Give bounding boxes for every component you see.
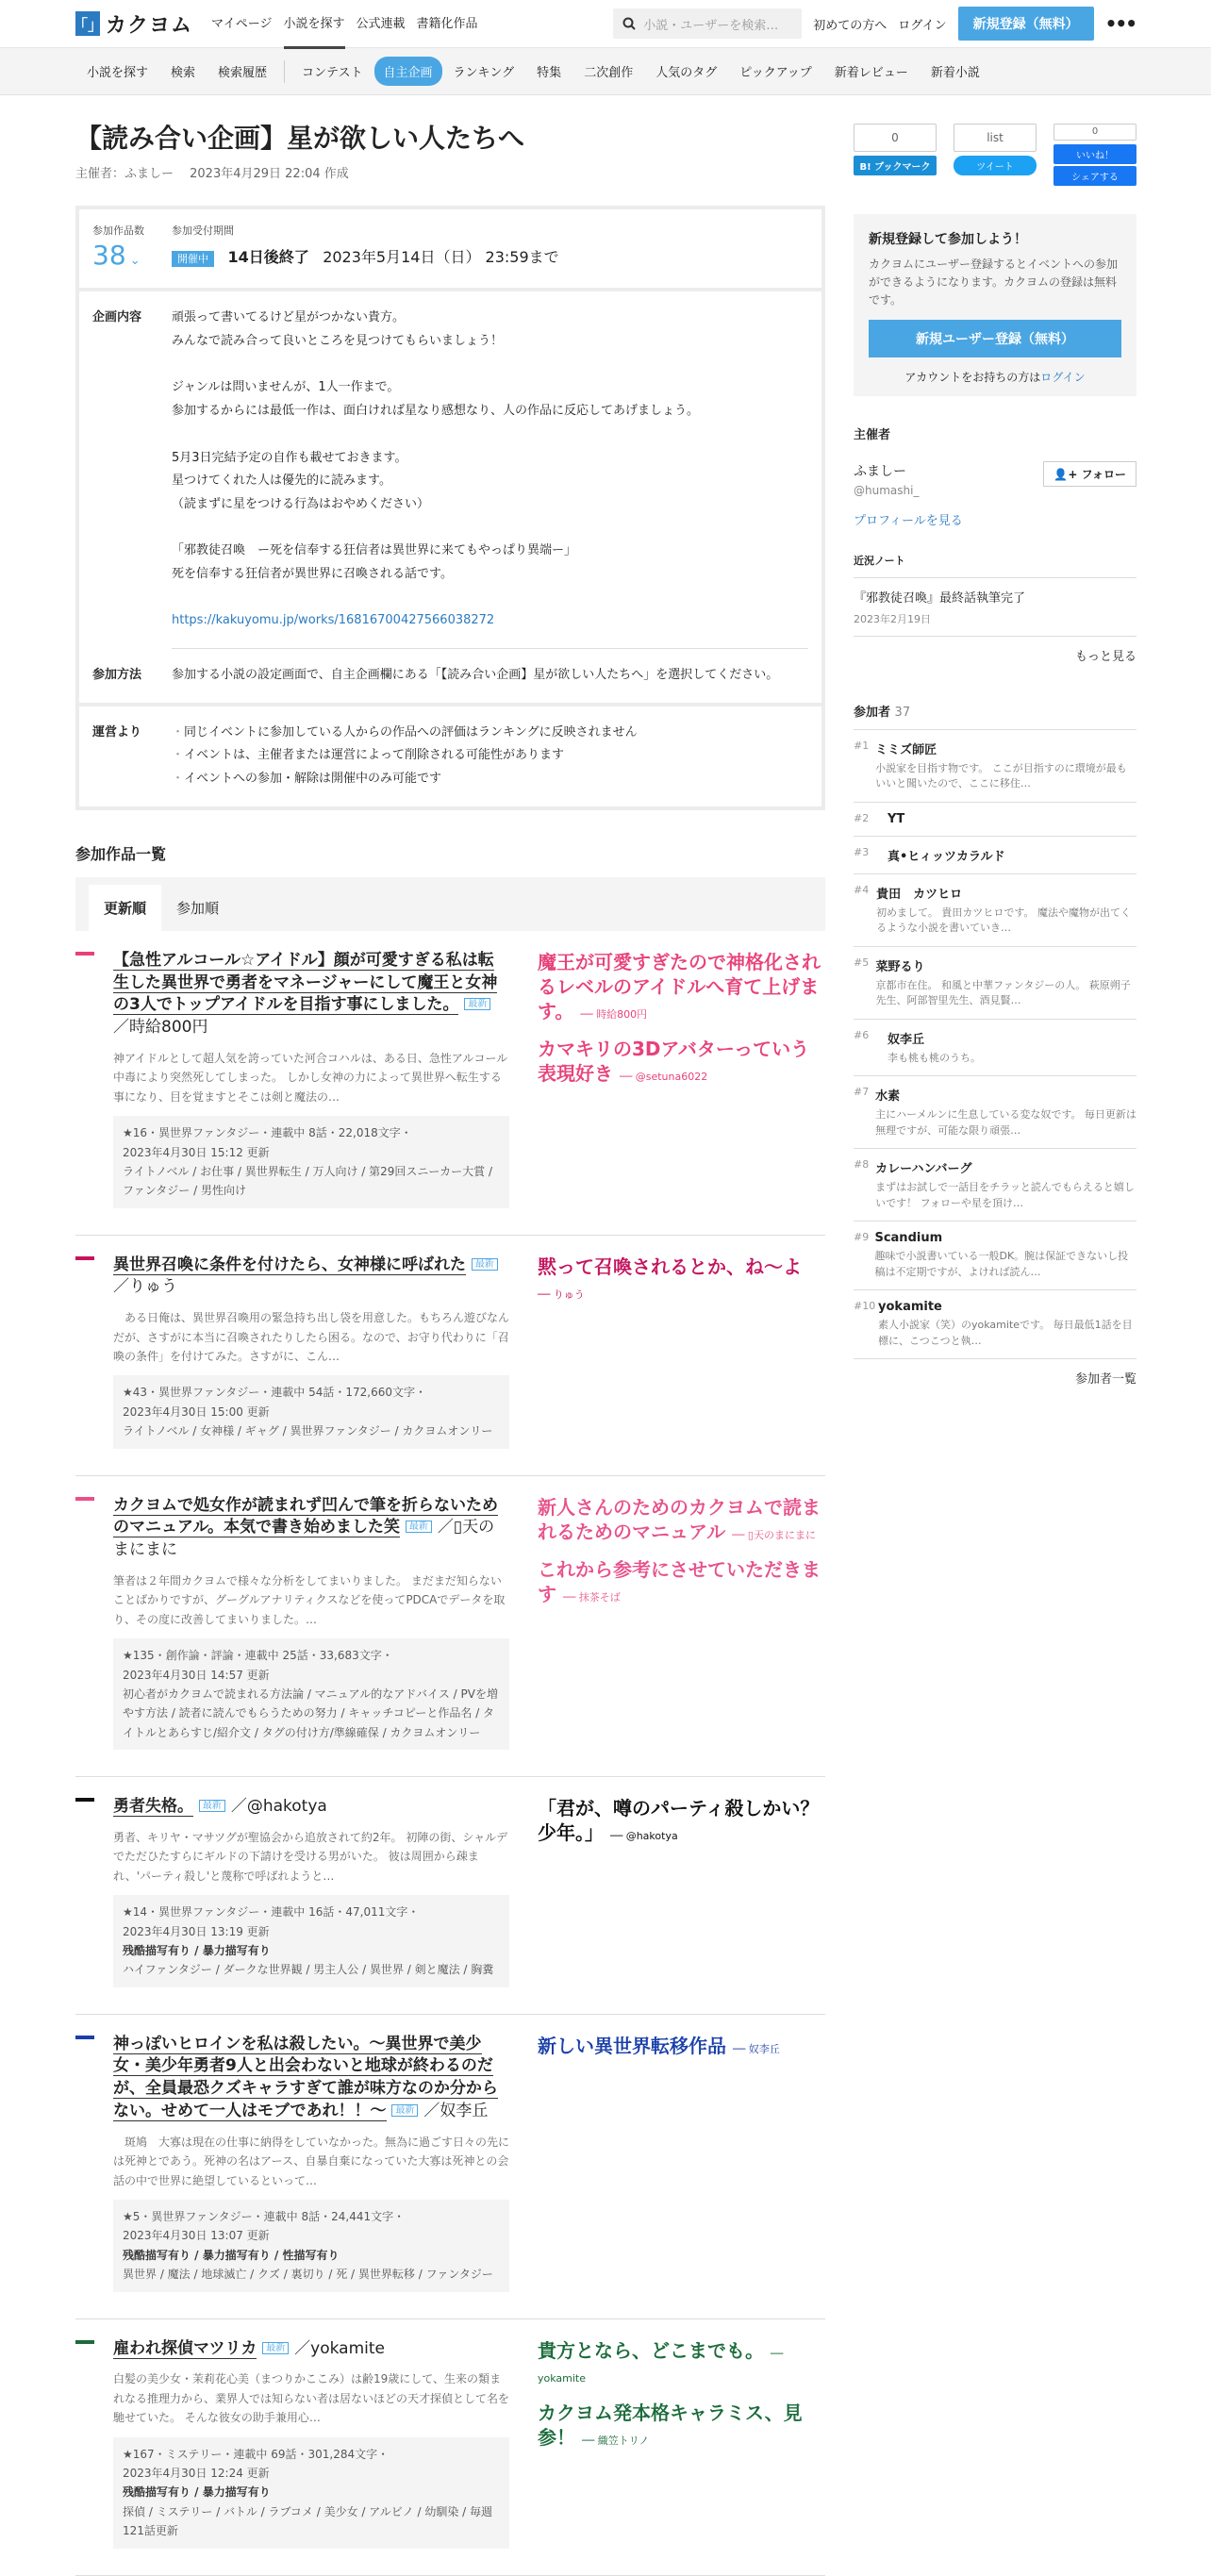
register-user-button[interactable]: 新規ユーザー登録（無料） (869, 320, 1121, 357)
participant-desc: 京都市在住。 和風と中華ファンタジーの人。 萩原朔子先生、阿部智里先生、酒見賢… (875, 978, 1131, 1007)
work-item (75, 931, 825, 1236)
logo-mark: 「」 (75, 11, 100, 36)
work-tags[interactable]: ハイファンタジー / ダークな世界観 / 男主人公 / 異世界 / 剣と魔法 / 胸糞 (123, 1963, 494, 1977)
works-list-title: 参加作品一覧 (75, 844, 167, 863)
participant-rank: #4 (854, 883, 870, 896)
participant-row[interactable] (854, 947, 1136, 1020)
more-link[interactable]: もっと見る (1074, 649, 1136, 664)
participant-row[interactable] (854, 837, 1136, 874)
work-title-link[interactable]: 【急性アルコール☆アイドル】顔が可愛すぎる私は転生した異世界で勇者をマネージャーにして魔王と女神の3人でトップアイドルを目指す事にしました。 (113, 950, 498, 1015)
review-catchcopy[interactable]: 魔王が可愛すぎたので神格化されるレベルのアイドルへ育て上げます。 ── 時給800円 (538, 950, 821, 1022)
participant-name[interactable]: 菜野るり (875, 959, 925, 974)
work-title-link[interactable]: 神っぽいヒロインを私は殺したい。～異世界で美少女・美少年勇者9人と出会わないと地球が終わるのだが、全員最恐クズキャラすぎて誰が味方なのか分からない。せめて一人はモブであれ！！～ (113, 2034, 498, 2121)
review-catchcopy[interactable]: カマキリの3Dアバターっていう表現好き ── @setuna6022 (538, 1037, 810, 1085)
work-intro: 筆者は２年間カクヨムで様々な分析をしてまいりました。 まだまだ知らないことばかりですが、グーグルアナリティクスなどを使ってPDCAでデータを取り、その度に改善してまいりました。… (113, 1574, 506, 1626)
participant-rank: #10 (854, 1300, 876, 1313)
participant-row[interactable] (854, 1290, 1136, 1359)
deadline-date: 2023年5月14日（日） 23:59まで (323, 248, 559, 267)
divider (172, 648, 808, 649)
share-buttons (854, 124, 1136, 186)
work-tags[interactable]: 探偵 / ミステリー / バトル / ラブコメ / 美少女 / アルビノ / 幼馴染 / 毎週121話更新 (123, 2504, 493, 2538)
subnav-ranking[interactable]: ランキング (453, 66, 515, 80)
work-meta: ★167・ミステリー・連載中 69話・301,284文字・ 2023年4月30日 12:24 更新 残酷描写有り / 暴力描写有り 探偵 / ミステリー / バトル / ラブコメ / 美少女 / アルビノ / 幼馴染 / 毎週121話更新 (113, 2437, 509, 2549)
register-box-title: 新規登録して参加しよう！ (869, 232, 1027, 247)
organizer-name[interactable]: ふましー (854, 463, 906, 479)
subnav-divider (284, 60, 285, 83)
participant-desc: まずはお試しで一話目をチラッと読んでもらえると嬉しいです！ フォローや星を頂け… (875, 1181, 1135, 1209)
rule-item: ・ イベントは、主催者または運営によって削除される可能性があります (172, 744, 638, 768)
rule-item: ・ 同じイベントに参加している人からの作品への評価はランキングに反映されません (172, 722, 638, 745)
sidebar (854, 95, 1136, 1387)
work-title-line (113, 1255, 509, 1300)
top-header (0, 0, 1211, 48)
participant-row[interactable] (854, 1222, 1136, 1290)
main-column (75, 95, 825, 2576)
participant-row[interactable] (854, 730, 1136, 803)
participant-name[interactable]: 真•ヒィッツカラルド (888, 849, 1005, 864)
note-title: 『邪教徒召喚』最終話執筆完了 (854, 590, 1026, 606)
participant-desc: 李も桃も桃のうち。 (888, 1051, 981, 1064)
facebook-like[interactable]: 0 いいね！ シェアする (1053, 124, 1136, 186)
work-author[interactable]: ／時給800円 (113, 1018, 208, 1038)
work-item (75, 2319, 825, 2576)
genre-color-bar (75, 2340, 94, 2344)
work-title-line (113, 950, 509, 1039)
note-item[interactable] (854, 577, 1136, 637)
participant-desc: 主にハーメルンに生息している変な奴です。 毎日更新は無理ですが、可能な限り頑張… (875, 1108, 1136, 1137)
howto-text: 参加する小説の設定画面で、自主企画欄にある「【読み合い企画】星が欲しい人たちへ」を選択してください。 (172, 668, 779, 683)
header-nav (211, 0, 478, 49)
work-meta: ★16・異世界ファンタジー・連載中 8話・22,018文字・ 2023年4月30日 15:12 更新 ライトノベル / お仕事 / 異世界転生 / 万人向け / 第29回スニーカー大賞 / ファンタジー / 男性向け (113, 1116, 509, 1208)
event-description: 頑張って書いてるけど星がつかない貴方。 みんなで読み合って良いところを見つけてもらいましょう！ ジャンルは問いませんが、1人一作まで。 参加するからには最低一作は、面白ければ星なり感想なり、人の作品に反応してあげましょう。 5月3日完結予定の自作も載せておきます。 星つけてくれた人は優先的に読みます。 （読まずに星をつける行為はおやめください） 「邪教徒召喚 ー死を信奉する狂信者は異世界に来てもやっぱり異端ー」 死を信奉する狂信者が異世界に召喚される話です。 https://kakuyomu.jp/works/16816700427566038272 (172, 307, 699, 633)
remaining-days: 14日後終了 (227, 248, 309, 267)
search-icon (622, 17, 636, 30)
participant-rank: #3 (854, 845, 870, 858)
subnav-search[interactable]: 検索 (171, 66, 196, 80)
review-catchcopy[interactable]: カクヨム発本格キャラミス、見参！ ── 織笠トリノ (538, 2401, 803, 2449)
work-tags[interactable]: 初心者がカクヨムで読まれる方法論 / マニュアル的なアドバイス / PVを増やす方法 / 読者に読んでもらうための努力 / キャッチコピーと作品名 / タイトルとあらすじ/紹介文 / タグの付け方/準線確保 / カクヨムオンリー (123, 1687, 498, 1739)
register-button[interactable]: 新規登録（無料） (958, 7, 1094, 41)
facebook-share[interactable]: シェアする (1053, 166, 1136, 186)
all-participants-link[interactable]: 参加者一覧 (1074, 1372, 1136, 1388)
work-title-line (113, 1796, 509, 1819)
new-badge: 最新 (406, 1521, 432, 1533)
tab-joined[interactable]: 参加順 (176, 899, 220, 917)
subnav-fanfic[interactable]: 二次創作 (584, 66, 634, 80)
work-intro: 斑鳩 大寡は現在の仕事に納得をしていなかった。無為に過ごす日々の先には死神とであう。死神の名はアース、自暴自棄になっていた大寡は死神との会話の中で世界に絶望しているといって… (113, 2135, 510, 2187)
genre-color-bar (75, 1798, 94, 1802)
login-prompt: アカウントをお持ちの方はログイン (904, 370, 1086, 384)
subnav-new-reviews[interactable]: 新着レビュー (834, 66, 908, 80)
organizer-heading: 主催者 (854, 427, 891, 442)
work-author[interactable]: ／奴李丘 (423, 2102, 489, 2121)
howto-label: 参加方法 (92, 668, 142, 683)
tweet-button[interactable]: list ツイート (954, 124, 1037, 186)
logo-text: カクヨム (106, 13, 193, 38)
more-menu-icon[interactable]: ••• (1104, 12, 1136, 35)
work-item (75, 1777, 825, 2015)
new-badge: 最新 (464, 998, 490, 1010)
participant-rank: #8 (854, 1158, 870, 1172)
new-badge: 最新 (472, 1258, 498, 1271)
new-badge: 最新 (391, 2104, 418, 2117)
search-placeholder: 小説・ユーザーを検索… (643, 18, 779, 33)
subnav-contest[interactable]: コンテスト (302, 66, 363, 80)
work-intro: 勇者、キリヤ・マサツグが聖協会から追放されて約2年。 初陣の街、シャルデでただひたすらにギルドの下請けを受ける男がいた。 彼は周囲から疎まれ、'パーティ殺し'と蔑称で呼ばれようと… (113, 1830, 508, 1883)
subnav-search-novels[interactable]: 小説を探す (87, 66, 149, 80)
work-title-link[interactable]: 異世界召喚に条件を付けたら、女神様に呼ばれた (113, 1255, 466, 1274)
participant-row[interactable] (854, 1020, 1136, 1077)
work-meta: ★5・異世界ファンタジー・連載中 8話・24,441文字・ 2023年4月30日 13:07 更新 残酷描写有り / 暴力描写有り / 性描写有り 異世界 / 魔法 / 地球滅亡 / クズ / 裏切り / 死 / 異世界転移 / ファンタジー (113, 2200, 509, 2292)
subnav-feature[interactable]: 特集 (537, 66, 562, 80)
entries-label: 参加作品数 (92, 224, 144, 238)
work-meta: ★14・異世界ファンタジー・連載中 16話・47,011文字・ 2023年4月30日 13:19 更新 残酷描写有り / 暴力描写有り ハイファンタジー / ダークな世界観 / 男主人公 / 異世界 / 剣と魔法 / 胸糞 (113, 1895, 509, 1987)
beginner-link[interactable]: 初めての方へ (813, 18, 888, 33)
work-title-line (113, 2338, 509, 2361)
work-intro: ある日俺は、異世界召喚用の緊急持ち出し袋を用意した。もちろん遊びなんだが、さすがに本当に召喚されたりしたら困る。なので、お守り代わりに「召喚の条件」を付けてみた。さすがに、こん… (113, 1311, 510, 1364)
work-title-line (113, 1495, 509, 1562)
participant-rank: #1 (854, 739, 870, 752)
work-url-link[interactable]: https://kakuyomu.jp/works/16816700427566038272 (172, 613, 495, 628)
review-catchcopy[interactable]: 新しい異世界転移作品 ── 奴李丘 (538, 2034, 780, 2057)
review-catchcopy[interactable]: 黙って召喚されるとか、ね～よ ── りゅう (538, 1255, 802, 1301)
genre-color-bar (75, 1256, 94, 1260)
profile-link[interactable]: プロフィールを見る (854, 513, 963, 528)
participant-desc: 小説家を目指す物です。 ここが目指すのに環境が最もいいと聞いたので、ここに移住… (875, 761, 1127, 790)
genre-color-bar (75, 2036, 94, 2039)
logo[interactable] (75, 9, 192, 39)
work-tags[interactable]: ライトノベル / お仕事 / 異世界転生 / 万人向け / 第29回スニーカー大賞 / ファンタジー / 男性向け (123, 1164, 493, 1198)
participant-name[interactable]: YT (888, 811, 905, 826)
status-badge: 開催中 (172, 251, 214, 267)
review-catchcopy[interactable]: 貴方となら、どこまでも。 ── yokamite (538, 2338, 784, 2385)
review-catchcopy[interactable]: これから参考にさせていただきます ── 抹茶そば (538, 1557, 821, 1605)
participant-row[interactable] (854, 803, 1136, 837)
participant-name[interactable]: 奴李丘 (888, 1032, 925, 1047)
organizer-line: 主催者：ふましー 2023年4月29日 22:04 作成 (75, 167, 349, 182)
tab-updated[interactable]: 更新順 (89, 885, 161, 931)
entries-section (79, 209, 821, 291)
subnav-tags[interactable]: 人気のタグ (655, 66, 718, 80)
subnav-new-novels[interactable]: 新着小説 (930, 66, 980, 80)
work-meta: ★135・創作論・評論・連載中 25話・33,683文字・ 2023年4月30日 14:57 更新 初心者がカクヨムで読まれる方法論 / マニュアル的なアドバイス / PVを増やす方法 / 読者に読んでもらうための努力 / キャッチコピーと作品名 / タイトルとあらすじ/紹介文 / タグの付け方/準線確保 / カクヨムオンリー (113, 1638, 509, 1750)
work-author[interactable]: ／▯天のまにまに (113, 1518, 495, 1560)
work-item (75, 1476, 825, 1778)
user-plus-icon: 👤+ (1053, 467, 1078, 481)
login-link[interactable]: ログイン (898, 18, 947, 33)
work-title-line (113, 2034, 509, 2123)
work-item (75, 1236, 825, 1476)
work-intro: 神アイドルとして超人気を誇っていた河合コハルは、ある日、急性アルコール中毒により突然死してしまった。 しかし女神の力によって異世界へ転生する事になり、目を覚ますとそこは剣と魔法の… (113, 1051, 508, 1104)
nav-mypage[interactable]: マイページ (211, 17, 273, 31)
work-title-link[interactable]: カクヨムで処女作が読まれず凹んで筆を折らないためのマニュアル。本気で書き始めました笑 (113, 1495, 498, 1537)
subnav-self-events[interactable]: 自主企画 (374, 57, 442, 86)
participant-row[interactable] (854, 1149, 1136, 1222)
participant-rank: #2 (854, 811, 870, 824)
participants-heading: 参加者 37 (854, 705, 911, 720)
work-tags[interactable]: 異世界 / 魔法 / 地球滅亡 / クズ / 裏切り / 死 / 異世界転移 / ファンタジー (123, 2268, 493, 2282)
subnav-pickup[interactable]: ピックアップ (739, 66, 812, 80)
participant-desc: 初めまして。 貴田カツヒロです。 魔法や魔物が出てくるような小説を書いていき… (876, 906, 1131, 935)
hatena-bookmark[interactable]: 0 B! ブックマーク (854, 124, 937, 186)
period-label: 参加受付期間 (172, 224, 234, 238)
entries-count[interactable]: 38 ⌄ (92, 240, 141, 272)
page-title: 【読み合い企画】星が欲しい人たちへ (75, 123, 525, 154)
works-list (75, 931, 825, 2576)
participant-row[interactable] (854, 874, 1136, 947)
rule-item: ・ イベントへの参加・解除は開催中のみ可能です (172, 768, 638, 791)
participant-name[interactable]: 貴田 カツヒロ (876, 887, 963, 902)
new-badge: 最新 (262, 2342, 289, 2354)
review-catchcopy[interactable]: 「君が、噂のパーティ殺しかい？少年。」 ── @hakotya (538, 1797, 820, 1845)
rules-section (79, 706, 821, 806)
note-heading: 近況ノート (854, 554, 905, 567)
participant-desc: 素人小説家（笑）のyokamiteです。 毎日最低1話を目標に、こつこつと執… (878, 1319, 1133, 1347)
participant-rank: #5 (854, 956, 870, 969)
sidebar-login-link[interactable]: ログイン (1040, 370, 1086, 384)
participant-row[interactable] (854, 1076, 1136, 1149)
register-box (854, 214, 1136, 396)
organizer-row (854, 461, 1136, 497)
participant-name[interactable]: ミミズ師匠 (875, 742, 937, 757)
work-intro: 白髪の美少女・茉莉花心美（まつりかここみ）は齢19歳にして、生来の類まれなる推理力から、業界人では知らない者は居ないほどの天才探偵として名を馳せていた。 そんな彼女の助手兼用心… (113, 2372, 510, 2425)
organizer-id: @humashi_ (854, 483, 920, 497)
sort-tabs (75, 877, 825, 931)
participants-list (854, 729, 1136, 1360)
work-author[interactable]: ／@hakotya (230, 1797, 327, 1817)
desc-label: 企画内容 (92, 310, 142, 325)
nav-search-novels[interactable]: 小説を探す (284, 0, 345, 49)
participant-rank: #7 (854, 1086, 870, 1099)
participant-name[interactable]: Scandium (874, 1231, 943, 1246)
participant-name[interactable]: yokamite (878, 1300, 942, 1315)
genre-color-bar (75, 952, 94, 956)
work-meta: ★43・異世界ファンタジー・連載中 54話・172,660文字・ 2023年4月30日 15:00 更新 ライトノベル / 女神様 / ギャグ / 異世界ファンタジー / カクヨムオンリー (113, 1375, 509, 1448)
work-title-link[interactable]: 勇者失格。 (113, 1797, 193, 1817)
review-catchcopy[interactable]: 新人さんのためのカクヨムで読まれるためのマニュアル ── ▯天のまにまに (538, 1495, 821, 1543)
work-title-link[interactable]: 雇われ探偵マツリカ (113, 2338, 257, 2358)
event-info-box (75, 206, 825, 809)
work-item (75, 2015, 825, 2319)
work-author[interactable]: ／yokamite (294, 2338, 386, 2358)
participant-name[interactable]: 水素 (875, 1089, 901, 1105)
participant-name[interactable]: カレーハンバーグ (875, 1162, 972, 1177)
sub-nav (0, 48, 1211, 95)
rules-label: 運営より (92, 724, 142, 740)
search-input[interactable] (613, 8, 802, 39)
nav-books[interactable]: 書籍化作品 (416, 17, 478, 31)
genre-color-bar (75, 1497, 94, 1501)
participant-rank: #9 (854, 1231, 870, 1244)
note-date: 2023年2月19日 (854, 612, 931, 625)
work-tags[interactable]: ライトノベル / 女神様 / ギャグ / 異世界ファンタジー / カクヨムオンリー (123, 1424, 493, 1438)
work-author[interactable]: ／りゅう (113, 1277, 177, 1297)
new-badge: 最新 (199, 1800, 225, 1812)
participant-desc: 趣味で小説書いている一般DK。腕は保証できないし投稿は不定期ですが、よければ読ん… (874, 1250, 1129, 1278)
nav-official[interactable]: 公式連載 (356, 17, 406, 31)
register-box-text: カクヨムにユーザー登録するとイベントへの参加ができるようになります。カクヨムの登録は無料です。 (869, 258, 1119, 307)
subnav-history[interactable]: 検索履歴 (218, 66, 268, 80)
content-section (79, 291, 821, 706)
participant-rank: #6 (854, 1028, 870, 1041)
follow-button[interactable]: 👤+ フォロー (1043, 461, 1136, 487)
